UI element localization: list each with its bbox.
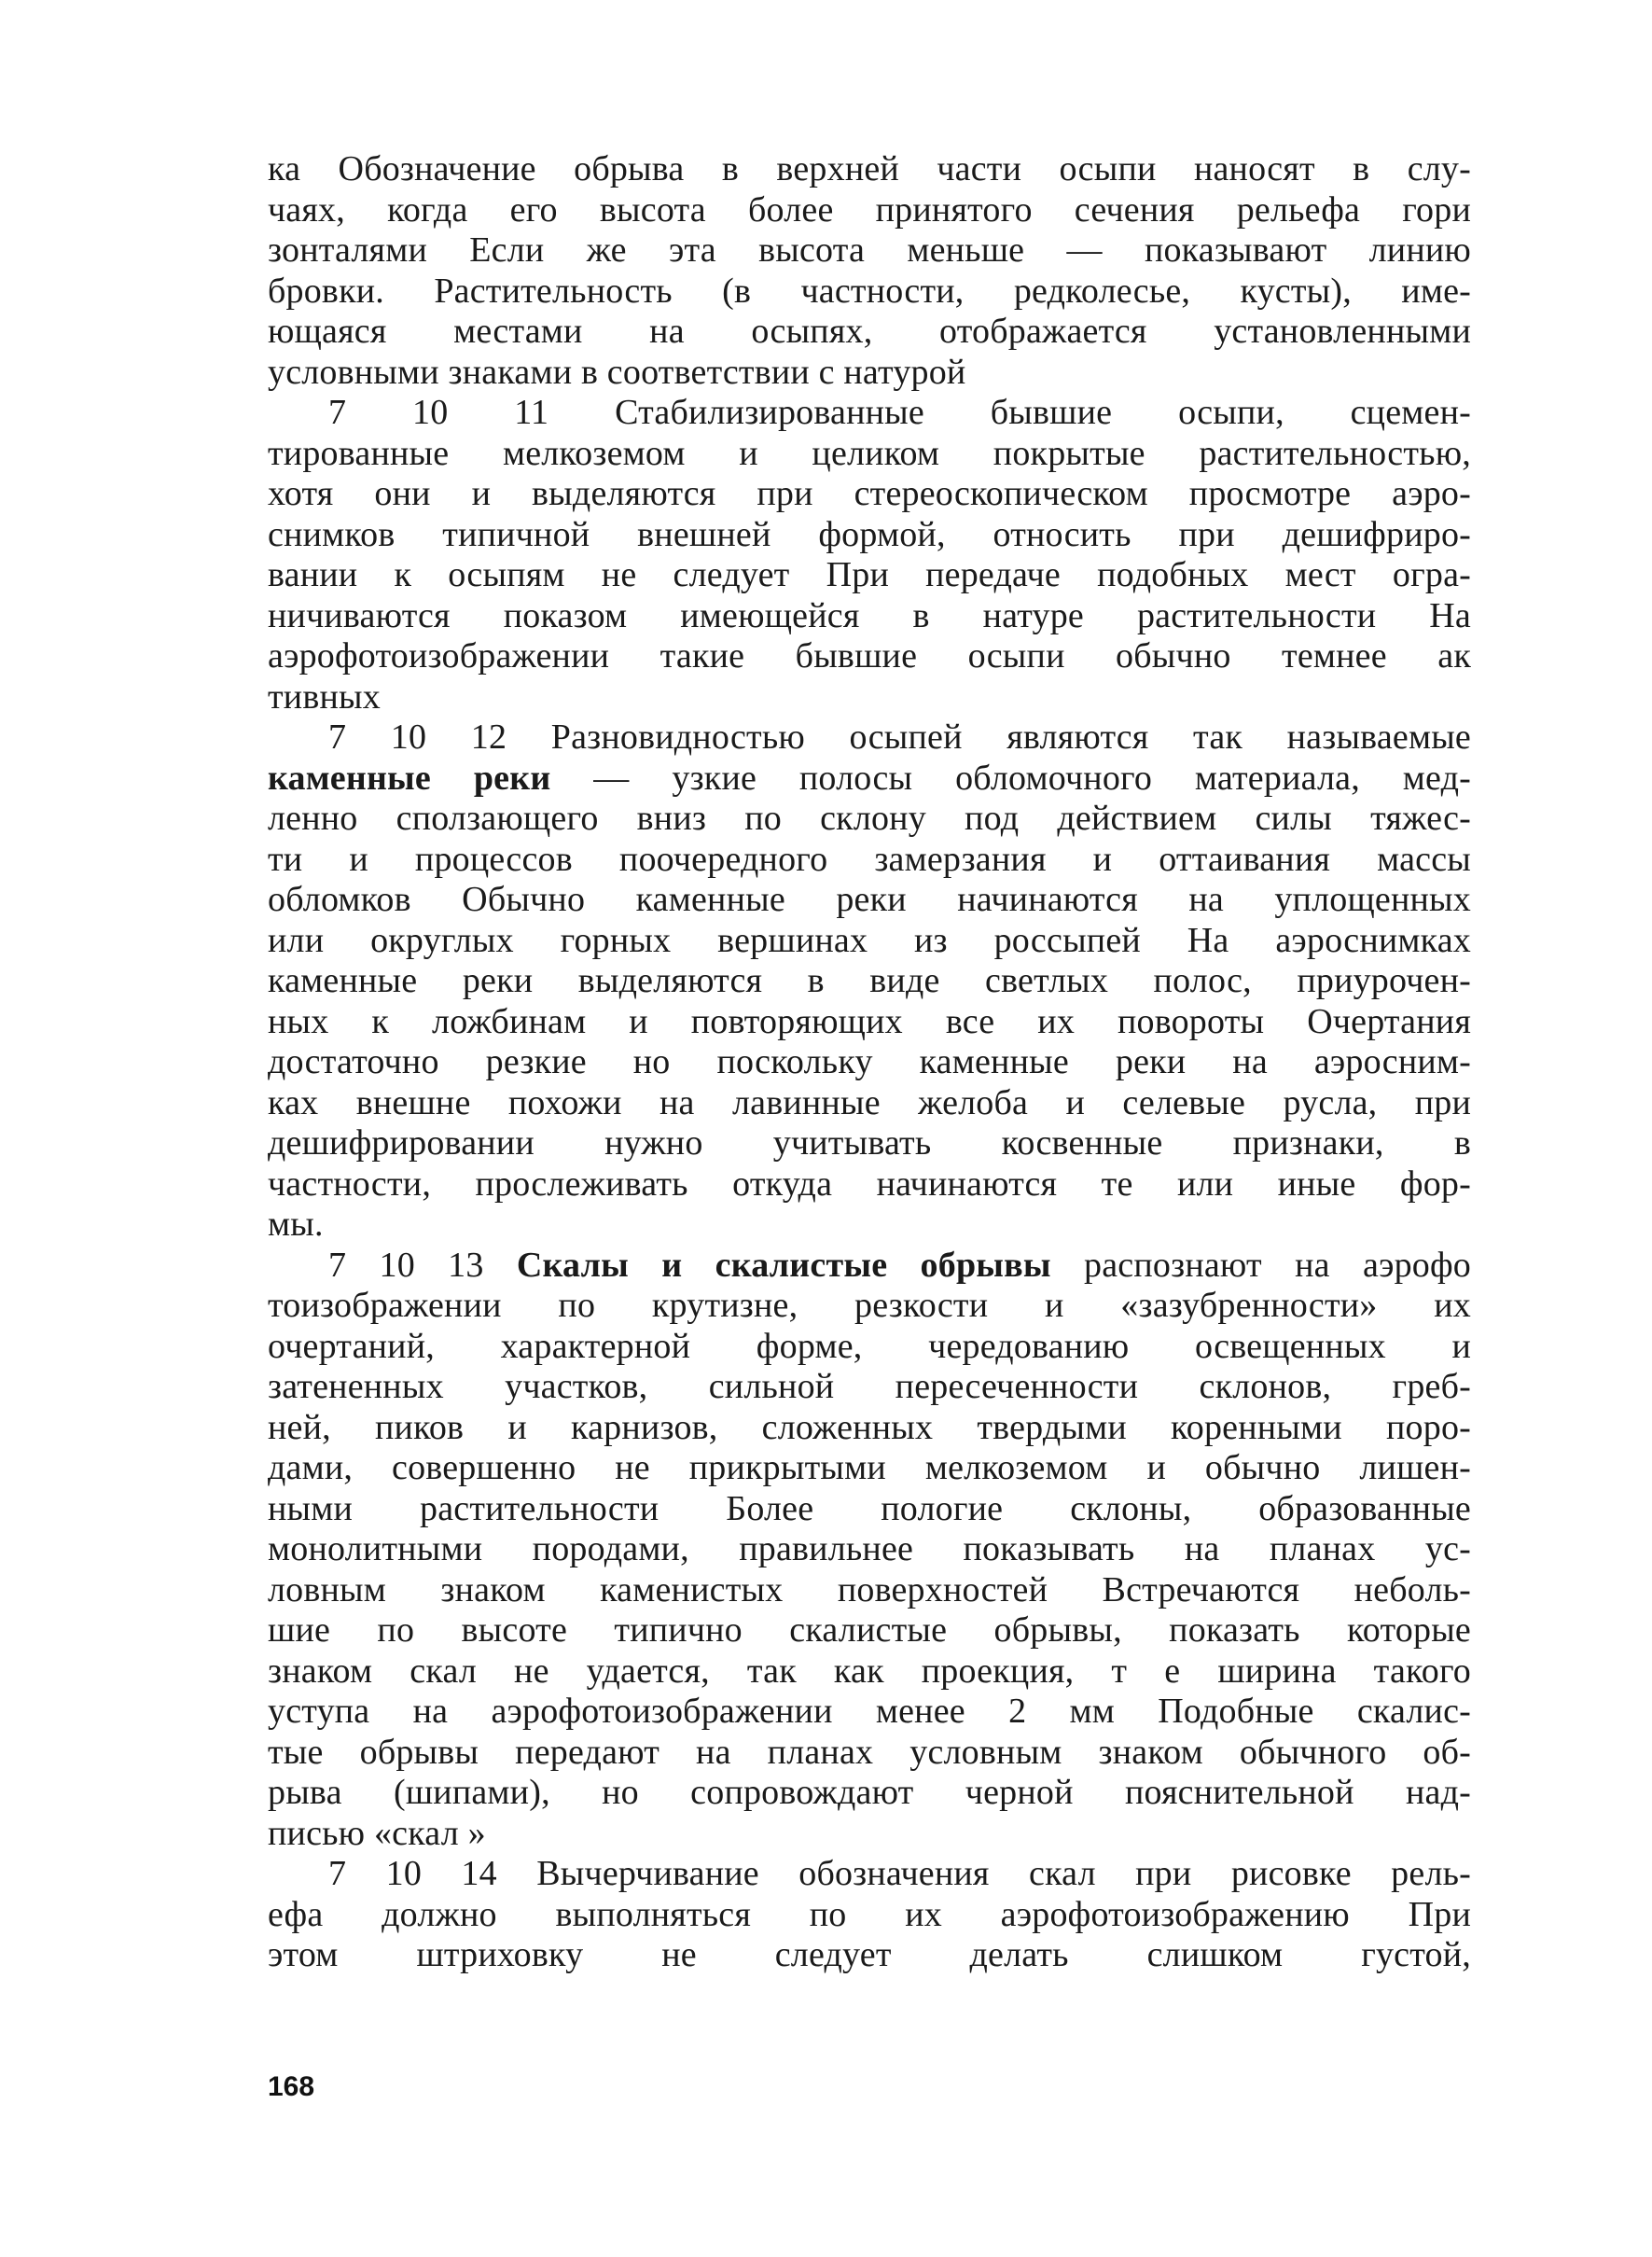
section-number: 7 10 13: [328, 1245, 517, 1285]
term-rocks-and-cliffs: Скалы и скалистые обрывы: [516, 1245, 1051, 1285]
text-line: дами, совершенно не прикрытыми мелкоземом и обычно лишен-: [268, 1448, 1471, 1487]
text-line: ных к ложбинам и повторяющих все их повороты Очертания: [268, 1001, 1471, 1041]
text-line: ющаяся местами на осыпях, отображается установленными: [268, 312, 1471, 351]
text-line: зонталями Если же эта высота меньше — показывают линию: [268, 230, 1471, 270]
text-line: монолитными породами, правильнее показывать на планах ус-: [268, 1529, 1471, 1568]
text-line: обломков Обычно каменные реки начинаются на уплощенных: [268, 880, 1471, 919]
text-line: тоизображении по крутизне, резкости и «зазубренности» их: [268, 1286, 1471, 1325]
body-text: [268, 149, 1471, 1976]
page-number: 168: [268, 2071, 315, 2102]
text-line: достаточно резкие но поскольку каменные реки на аэросним-: [268, 1042, 1471, 1081]
text-line: тивных: [268, 676, 381, 717]
text-line: чаях, когда его высота более принятого сечения рельефа гори: [268, 189, 1471, 230]
text-line: тые обрывы передают на планах условным знаком обычного об-: [268, 1732, 1471, 1772]
text-line: ней, пиков и карнизов, сложенных твердыми коренными поро-: [268, 1407, 1471, 1447]
text-line: частности, прослеживать откуда начинаются те или иные фор-: [268, 1163, 1471, 1204]
text-fragment: распознают на аэрофо: [1050, 1245, 1472, 1285]
text-line: вании к осыпям не следует При передаче подобных мест огра-: [268, 555, 1471, 594]
text-line: ловным знаком каменистых поверхностей Встречаются неболь-: [268, 1569, 1471, 1609]
text-line: очертаний, характерной форме, чередованию освещенных и: [268, 1326, 1471, 1366]
section-heading-line-7-10-12: 7 10 12 Разновидностью осыпей являются так называемые: [328, 718, 1471, 757]
text-line: ефа должно выполняться по их аэрофотоизображению При: [268, 1894, 1471, 1934]
text-line: снимков типичной внешней формой, относить при дешифриро-: [268, 514, 1471, 554]
text-line: дешифрировании нужно учитывать косвенные признаки, в: [268, 1123, 1471, 1163]
text-line: хотя они и выделяются при стереоскопическом просмотре аэро-: [268, 474, 1471, 513]
text-line: аэрофотоизображении такие бывшие осыпи обычно темнее ак: [268, 636, 1471, 676]
text-fragment: — узкие полосы обломочного материала, мед-: [550, 758, 1471, 798]
text-line: ничиваются показом имеющейся в натуре растительности На: [268, 595, 1471, 635]
text-line: этом штриховку не следует делать слишком густой,: [268, 1935, 1471, 1974]
text-line-with-term: [268, 759, 1471, 800]
text-line: ленно сползающего вниз по склону под действием силы тяжес-: [268, 799, 1471, 838]
term-stone-rivers: каменные реки: [268, 758, 551, 798]
text-line: мы.: [268, 1205, 324, 1244]
text-line: шие по высоте типично скалистые обрывы, показать которые: [268, 1610, 1471, 1650]
text-line: каменные реки выделяются в виде светлых полос, приурочен-: [268, 961, 1471, 1000]
text-line: рыва (шипами), но сопровождают черной пояснительной над-: [268, 1773, 1471, 1812]
text-line: уступа на аэрофотоизображении менее 2 мм Подобные скалис-: [268, 1692, 1471, 1731]
text-line: ными растительности Более пологие склоны, образованные: [268, 1488, 1471, 1528]
text-line: ти и процессов поочередного замерзания и оттаивания массы: [268, 839, 1471, 879]
section-heading-line-7-10-11: 7 10 11 Стабилизированные бывшие осыпи, сцемен-: [328, 393, 1471, 432]
section-heading-line-7-10-14: 7 10 14 Вычерчивание обозначения скал при рисовке рель-: [328, 1854, 1471, 1893]
text-line: бровки. Растительность (в частности, редколесье, кусты), име-: [268, 271, 1471, 311]
text-line: условными знаками в соответствии с натурой: [268, 352, 966, 392]
text-line: затененных участков, сильной пересеченности склонов, греб-: [268, 1367, 1471, 1406]
text-line: ка Обозначение обрыва в верхней части осыпи наносят в слу-: [268, 149, 1471, 188]
text-line: или округлых горных вершинах из россыпей На аэроснимках: [268, 920, 1471, 960]
text-line: тированные мелкоземом и целиком покрытые растительностью,: [268, 433, 1471, 473]
text-line: ках внешне похожи на лавинные желоба и селевые русла, при: [268, 1082, 1471, 1122]
text-line: знаком скал не удается, так как проекция, т е ширина такого: [268, 1651, 1471, 1691]
section-heading-line-7-10-13: [268, 1246, 1471, 1287]
text-line: писью «скал »: [268, 1813, 486, 1853]
